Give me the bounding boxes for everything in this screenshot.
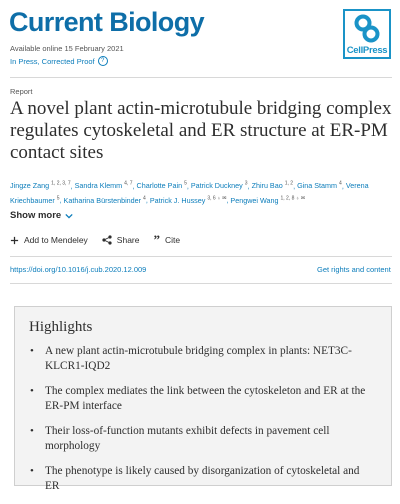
- chevron-down-icon: [65, 212, 73, 220]
- share-label: Share: [116, 235, 140, 245]
- bullet-icon: •: [30, 345, 34, 357]
- author[interactable]: Zhiru Bao $^{1, 2}$: [251, 181, 294, 191]
- cellpress-logo-text: CellPress: [346, 45, 388, 56]
- highlight-item: [29, 424, 374, 454]
- highlight-item: [29, 344, 374, 374]
- help-icon[interactable]: ?: [98, 56, 108, 66]
- doi-link[interactable]: https://doi.org/10.1016/j.cub.2020.12.009: [10, 265, 147, 274]
- doi-divider: [10, 283, 392, 284]
- bullet-icon: •: [30, 385, 34, 397]
- author[interactable]: Verena Kriechbaumer $^5$: [10, 181, 369, 205]
- author[interactable]: Patrick Duckney $^3$: [190, 181, 248, 191]
- author[interactable]: Gina Stamm $^4$: [297, 181, 342, 191]
- highlight-text: The complex mediates the link between the cytoskeleton and ER at the ER-PM interface: [45, 385, 366, 412]
- show-more-label: Show more: [10, 210, 62, 221]
- highlight-item: [29, 464, 374, 494]
- show-more-button[interactable]: [10, 210, 73, 221]
- cite-label: Cite: [164, 235, 181, 245]
- plus-icon: [10, 236, 19, 245]
- header-divider: [10, 77, 392, 78]
- author-list: Jingze Zang $^{1, 2, 3, 7}$, Sandra Klemm $^{4, 7}$, Charlotte Pain $^5$, Patrick Duckney $^3$, Zhiru Bao $^{1, 2}$, Gina Stamm $^4$, Verena Kriechbaumer $^5$, Katharina Bürstenbinder $^4$, Patrick J. Hussey $^{3, 6 ♁ ✉}$, Pengwei Wang $^{1, 2, 8 ♁ ✉}$: [10, 181, 369, 205]
- author[interactable]: Jingze Zang $^{1, 2, 3, 7}$: [10, 181, 71, 191]
- author[interactable]: Sandra Klemm $^{4, 7}$: [74, 181, 133, 191]
- highlights-list: [29, 344, 374, 504]
- cellpress-logo[interactable]: [343, 9, 391, 59]
- article-status-label[interactable]: In Press, Corrected Proof: [10, 56, 95, 66]
- add-to-mendeley-button[interactable]: [10, 235, 88, 245]
- highlights-box: [14, 306, 392, 492]
- author[interactable]: Katharina Bürstenbinder $^4$: [63, 195, 146, 205]
- author[interactable]: Patrick J. Hussey $^{3, 6 ♁ ✉}$: [149, 195, 227, 205]
- highlight-text: Their loss-of-function mutants exhibit defects in pavement cell morphology: [45, 425, 330, 452]
- quote-icon: ”: [153, 232, 160, 247]
- article-title: A novel plant actin-microtubule bridging complex regulates cytoskeletal and ER structure at ER-PM contact sites: [10, 98, 392, 163]
- highlight-item: [29, 384, 374, 414]
- journal-title[interactable]: Current Biology: [9, 7, 205, 37]
- share-icon: [102, 235, 112, 245]
- author[interactable]: Charlotte Pain $^5$: [136, 181, 187, 191]
- highlight-text: A new plant actin-microtubule bridging complex in plants: NET3C-KLCR1-IQD2: [45, 345, 352, 372]
- bullet-icon: •: [30, 465, 34, 477]
- highlights-title: Highlights: [29, 319, 93, 335]
- article-status: [10, 56, 108, 66]
- article-type: Report: [10, 87, 33, 96]
- share-button[interactable]: [102, 235, 140, 245]
- available-online-date: Available online 15 February 2021: [10, 44, 124, 53]
- cite-button[interactable]: [153, 232, 181, 247]
- actions-divider: [10, 256, 392, 257]
- article-actions: [10, 232, 181, 247]
- author[interactable]: Pengwei Wang $^{1, 2, 8 ♁ ✉}$: [230, 195, 306, 205]
- highlight-text: The phenotype is likely caused by disorganization of cytoskeletal and ER: [45, 465, 360, 492]
- bullet-icon: •: [30, 425, 34, 437]
- get-rights-link[interactable]: Get rights and content: [317, 265, 391, 274]
- cellpress-logo-icon: [354, 14, 381, 44]
- add-to-mendeley-label: Add to Mendeley: [24, 235, 88, 245]
